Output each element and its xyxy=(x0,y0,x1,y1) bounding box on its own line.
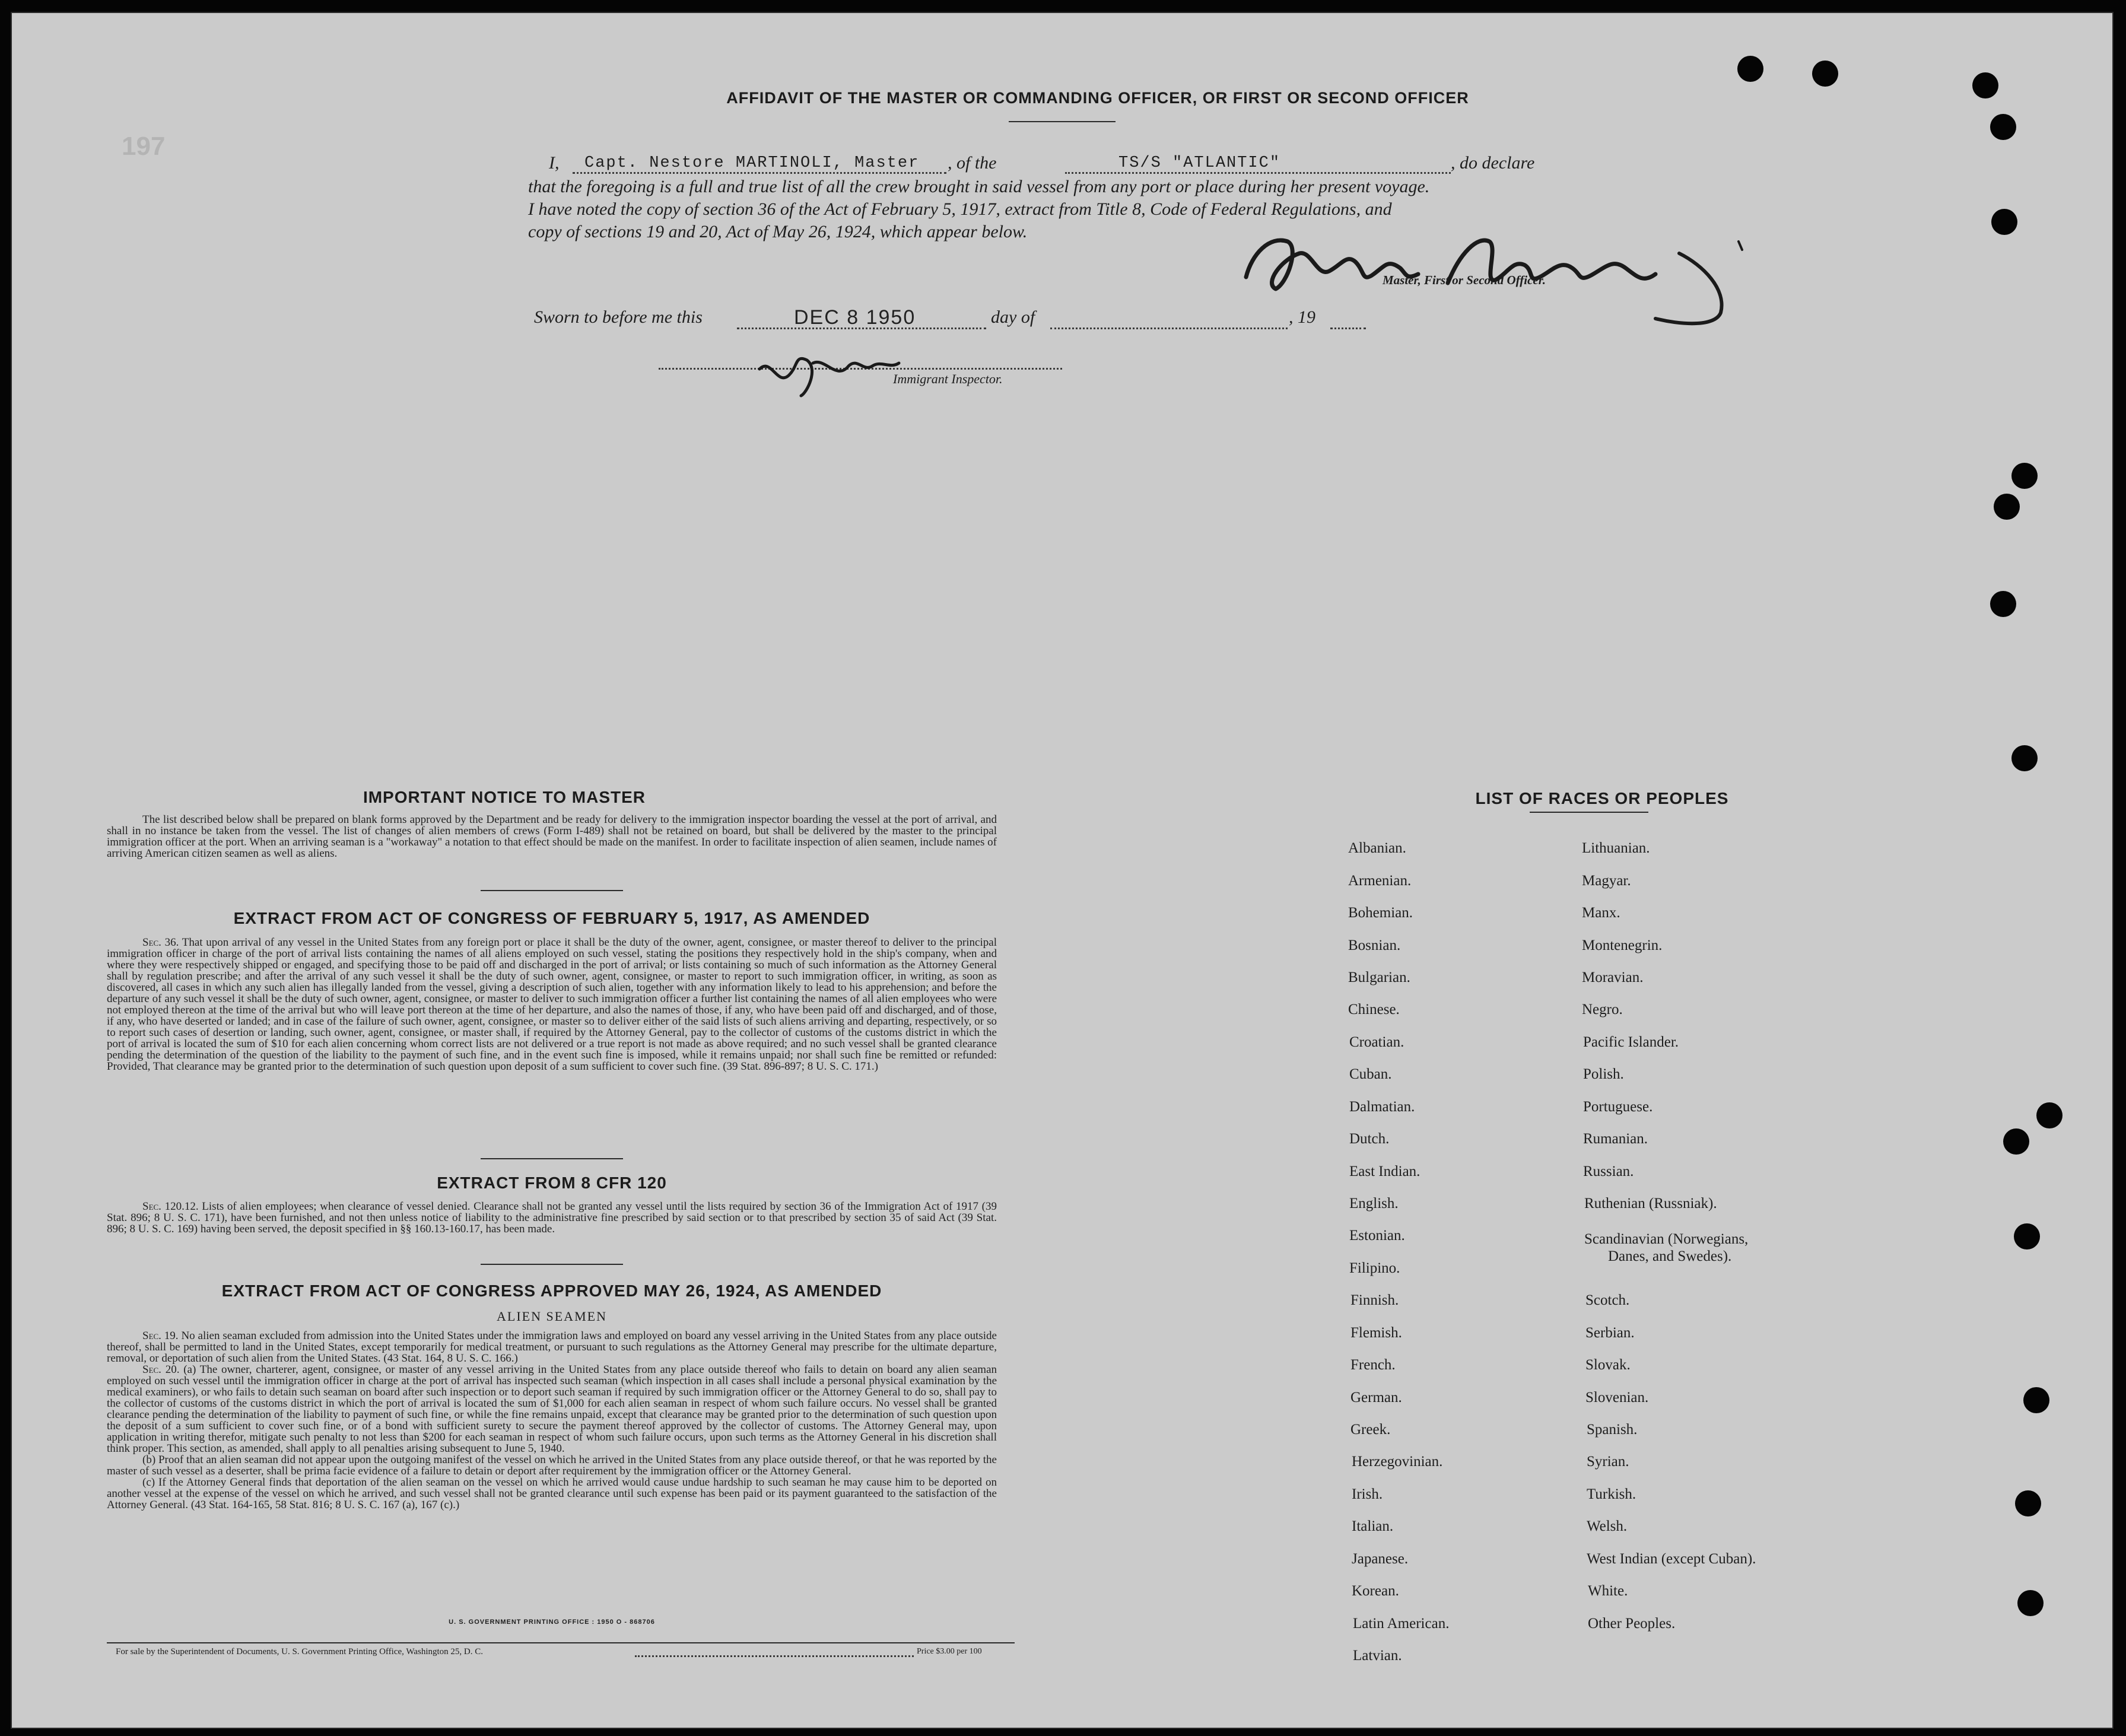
affidavit-line2: that the foregoing is a full and true list of all the crew brought in said vessel from any port or place during her present voyage. xyxy=(528,177,1430,196)
alien-seamen-subheading: ALIEN SEAMEN xyxy=(497,1309,607,1324)
punch-hole xyxy=(1972,72,1998,98)
intro-i: I, xyxy=(549,153,560,173)
race-item: Manx. xyxy=(1582,905,1620,921)
cfr-heading: EXTRACT FROM 8 CFR 120 xyxy=(437,1174,667,1192)
race-item: Ruthenian (Russniak). xyxy=(1584,1196,1717,1212)
extract-1917-text xyxy=(107,937,997,1072)
race-item: Welsh. xyxy=(1587,1518,1628,1534)
notice-rule xyxy=(481,890,623,891)
race-item: Slovenian. xyxy=(1585,1390,1649,1406)
race-item: Pacific Islander. xyxy=(1583,1034,1679,1050)
year-fill-line xyxy=(1330,328,1366,329)
sec-19-paragraph xyxy=(107,1330,997,1364)
race-item: Lithuanian. xyxy=(1582,840,1650,856)
sale-dots xyxy=(635,1655,914,1657)
of-the-text: , of the xyxy=(948,153,997,173)
sec-20c-paragraph: (c) If the Attorney General finds that deportation of the alien seaman on the vessel on which he arrived would cause undue hardship to such seaman he may cause him to be deported on another vessel at the expense of the vessel on which he arrived, and such vessel shall not be granted clearance until such expense has been paid or its payment guaranteed to the satisfaction of the Attorney General. (43 Stat. 164-165, 58 Stat. 816; 8 U. S. C. 167 (a), 167 (c).) xyxy=(107,1476,997,1511)
cfr-text xyxy=(107,1201,997,1235)
affidavit-line4: copy of sections 19 and 20, Act of May 26, 1924, which appear below. xyxy=(528,222,1028,241)
extract-1924-text xyxy=(107,1330,997,1511)
extract-1917-rule xyxy=(481,1158,623,1159)
race-item: Chinese. xyxy=(1348,1001,1400,1018)
sale-line: For sale by the Superintendent of Documents, U. S. Government Printing Office, Washington 25, D. C. xyxy=(116,1647,483,1656)
sworn-prefix: Sworn to before me this xyxy=(534,307,703,327)
race-item: Flemish. xyxy=(1350,1325,1402,1341)
race-item: Dalmatian. xyxy=(1349,1099,1415,1115)
signer-caption: Master, First or Second Officer. xyxy=(1383,273,1546,287)
sec-120-12-label: Sec. 120.12. xyxy=(142,1200,199,1213)
affidavit-line3: I have noted the copy of section 36 of the Act of February 5, 1917, extract from Title 8, Code of Federal Regulations, and xyxy=(528,199,1392,219)
master-name: Capt. Nestore MARTINOLI, Master xyxy=(584,154,920,172)
punch-hole xyxy=(1994,494,2020,520)
race-item: West Indian (except Cuban). xyxy=(1587,1551,1756,1567)
race-item: Bulgarian. xyxy=(1348,969,1410,985)
punch-hole xyxy=(2011,745,2038,771)
affidavit-line1 xyxy=(549,153,1629,177)
sec-20-label: Sec. 20. xyxy=(142,1363,180,1376)
sworn-date-stamp: DEC 8 1950 xyxy=(794,306,916,329)
inspector-caption: Immigrant Inspector. xyxy=(893,371,1003,386)
race-item: Scandinavian (Norwegians, xyxy=(1584,1231,1749,1247)
race-item: White. xyxy=(1588,1583,1628,1599)
race-item: Latvian. xyxy=(1353,1648,1402,1664)
race-item: Armenian. xyxy=(1348,873,1412,889)
race-item: Korean. xyxy=(1352,1583,1399,1599)
race-item: Portuguese. xyxy=(1583,1099,1653,1115)
document-page xyxy=(11,12,2114,1729)
sec-19-body: No alien seaman excluded from admission into the United States under the immigration laws and employed on board any vessel arriving in the United States from any place outside thereof, shall be permitted to land in the United States, except temporarily for medical treatment, or pursuant to such regulations as the Attorney General may prescribe for the ultimate departure, removal, or deportation of such alien from the United States. (43 Stat. 164, 8 U. S. C. 166.) xyxy=(107,1330,997,1365)
race-item: Polish. xyxy=(1583,1066,1624,1082)
notice-text xyxy=(107,814,997,859)
race-item: Serbian. xyxy=(1585,1325,1635,1341)
race-item: Filipino. xyxy=(1349,1260,1400,1276)
extract-1917-heading: EXTRACT FROM ACT OF CONGRESS OF FEBRUARY 5, 1917, AS AMENDED xyxy=(233,909,870,927)
races-heading: LIST OF RACES OR PEOPLES xyxy=(1475,789,1729,807)
year-prefix: , 19 xyxy=(1289,307,1315,327)
punch-hole xyxy=(2011,463,2038,489)
sec-20a-body: (a) The owner, charterer, agent, consignee, or master of any vessel arriving in the United States from any place outside thereof who fails to detain on board any alien seaman employed on such vessel until the immigration officer in charge at the port of arrival has inspected such seaman (which inspection in all cases shall include a personal physical examination by the medical examiners), or who fails to detain such seaman on board after such inspection or to deport such seaman if required by such immigration officer or the Attorney General to do so, shall pay to the collector of customs of the customs district in which the port of arrival is located the sum of $1,000 for each alien seaman in respect of whom such failure occurs. No vessel shall be granted clearance pending the determination of the liability to payment of such fine, or while the fine remains unpaid, except that clearance may be granted prior to the determination of such question upon the deposit of a sum sufficient to cover such fine, or of a bond with sufficient surety to secure the payment thereof approved by the collector of customs. The Attorney General may, upon application in writing therefor, mitigate such penalty to not less than $200 for each seaman in respect of whom such failure occurs, upon such terms as the Attorney General in his discretion shall think proper. This section, as amended, shall apply to all penalties arising subsequent to June 5, 1940. xyxy=(107,1363,997,1455)
do-declare-text: , do declare xyxy=(1451,153,1535,173)
sec-36-body: That upon arrival of any vessel in the United States from any foreign port or place it shall be the duty of the owner, agent, consignee, or master thereof to deliver to the principal immigration officer in charge of the port of arrival lists containing the names of all aliens employed on such vessel, stating the positions they respectively hold in the ship's company, when and where they were respectively shipped or engaged, and specifying those to be paid off and discharged in the port of arrival; or lists containing so much of such information as the Attorney General shall by regulation prescribe; and after the arrival of any such vessel it shall be the duty of such owner, agent, consignee, or master to report to such immigration officer, in writing, as soon as discovered, all cases in which any such alien has illegally landed from the vessel, giving a description of such alien, together with any information likely to lead to his apprehension; and before the departure of any such vessel it shall be the duty of such owner, agent, consignee, or master to deliver to such immigration officer a further list containing the names of all alien employees who were not employed thereon at the time of the arrival but who will leave port thereon at the time of her departure, and also the names of those, if any, who have been paid off and discharged, and of those, if any, who have deserted or landed; and in case of the failure of such owner, agent, consignee, or master so to deliver either of the said lists of such aliens arriving and departing, respectively, or so to report such cases of desertion or landing, such owner, agent, consignee, or master shall, if required by the Attorney General, pay to the collector of customs of the customs district in which the port of arrival is located the sum of $10 for each alien concerning whom correct lists are not delivered or a true report is not made as above required; and no such vessel shall be granted clearance pending the determination of the question of the liability to the payment of such fine, and in the event such fine is imposed, while it remains unpaid; nor shall such fine be remitted or refunded: Provided, That clearance may be granted prior to the determination of such question upon deposit of a sum sufficient to cover such fine. (39 Stat. 896-897; 8 U. S. C. 171.) xyxy=(107,936,997,1073)
punch-hole xyxy=(1991,209,2017,235)
race-item: French. xyxy=(1350,1357,1396,1373)
vessel-fill-line xyxy=(1065,172,1451,174)
punch-hole xyxy=(2023,1387,2049,1413)
vessel-name: TS/S "ATLANTIC" xyxy=(1118,154,1281,172)
race-item: Moravian. xyxy=(1582,969,1644,985)
race-item: Syrian. xyxy=(1587,1454,1629,1470)
race-item: Russian. xyxy=(1583,1163,1634,1179)
race-item: Japanese. xyxy=(1352,1551,1409,1567)
race-item: Magyar. xyxy=(1582,873,1631,889)
race-item: Other Peoples. xyxy=(1588,1616,1676,1632)
page-number: 197 xyxy=(122,132,166,161)
punch-hole xyxy=(1737,56,1763,82)
price-text: Price $3.00 per 100 xyxy=(917,1647,982,1656)
race-item: Danes, and Swedes). xyxy=(1608,1248,1732,1264)
punch-hole xyxy=(1990,114,2016,140)
race-item: Bohemian. xyxy=(1348,905,1413,921)
sec-19-label: Sec. 19. xyxy=(142,1330,179,1342)
race-item: Latin American. xyxy=(1353,1616,1450,1632)
notice-heading: IMPORTANT NOTICE TO MASTER xyxy=(363,788,646,806)
punch-hole xyxy=(1812,61,1838,87)
punch-hole xyxy=(1990,591,2016,617)
race-item: Montenegrin. xyxy=(1582,937,1663,953)
affidavit-heading: AFFIDAVIT OF THE MASTER OR COMMANDING OFFICER, OR FIRST OR SECOND OFFICER xyxy=(726,89,1469,107)
cfr-rule xyxy=(481,1264,623,1265)
inspector-signature xyxy=(754,345,908,399)
name-fill-line xyxy=(573,172,946,174)
race-item: East Indian. xyxy=(1349,1163,1420,1179)
race-item: English. xyxy=(1349,1196,1399,1212)
extract-1924-heading: EXTRACT FROM ACT OF CONGRESS APPROVED MAY 26, 1924, AS AMENDED xyxy=(221,1282,882,1300)
punch-hole xyxy=(2036,1102,2063,1128)
race-item: Italian. xyxy=(1352,1518,1394,1534)
gpo-line: U. S. GOVERNMENT PRINTING OFFICE : 1950 O - 868706 xyxy=(449,1619,655,1626)
sec-20b-paragraph: (b) Proof that an alien seaman did not appear upon the outgoing manifest of the vessel on which he arrived in the United States from any place outside thereof, or that he was reported by the master of such vessel as a deserter, shall be prima facie evidence of a failure to detain or deport after requirement by the immigration officer or the Attorney General. xyxy=(107,1454,997,1477)
day-of-text: day of xyxy=(991,307,1035,327)
race-item: Greek. xyxy=(1350,1422,1391,1438)
punch-hole xyxy=(2015,1490,2041,1516)
race-item: Slovak. xyxy=(1585,1357,1631,1373)
race-item: Scotch. xyxy=(1585,1292,1630,1308)
race-item: Spanish. xyxy=(1587,1422,1638,1438)
punch-hole xyxy=(2017,1590,2044,1616)
race-item: Bosnian. xyxy=(1348,937,1401,953)
notice-body: The list described below shall be prepared on blank forms approved by the Department and be ready for delivery to the immigration inspector boarding the vessel at the port of arrival, and shall in no instance be taken from the vessel. The list of changes of alien members of crews (Form I-489) shall not be retained on board, but shall be delivered by the master to the principal immigration officer at the port. When an arriving seaman is a "workaway" a notation to that effect should be made on the manifest. In order to facilitate inspection of alien seamen, include names of arriving American citizen seamen as well as aliens. xyxy=(107,813,997,860)
races-rule xyxy=(1530,812,1648,813)
heading-rule xyxy=(1009,121,1116,122)
race-item: Dutch. xyxy=(1349,1131,1390,1147)
sec-36-label: Sec. 36. xyxy=(142,936,179,949)
punch-hole xyxy=(2014,1223,2040,1249)
sec-120-12-body: Lists of alien employees; when clearance of vessel denied. Clearance shall not be granted any vessel until the lists required by section 36 of the Immigration Act of 1917 (39 Stat. 896; 8 U. S. C. 171), have been furnished, and not then unless notice of liability to the administrative fine prescribed by said section or to that prescribed by section 35 of said Act (39 Stat. 896; 8 U. S. C. 169) having been served, the deposit specified in §§ 160.13-160.17, has been made. xyxy=(107,1200,997,1235)
race-item: Cuban. xyxy=(1349,1066,1392,1082)
footer-rule xyxy=(107,1642,1015,1643)
race-item: Finnish. xyxy=(1350,1292,1399,1308)
sec-20a-paragraph xyxy=(107,1364,997,1454)
race-item: Albanian. xyxy=(1348,840,1406,856)
race-item: Turkish. xyxy=(1587,1486,1636,1502)
race-item: Rumanian. xyxy=(1583,1131,1648,1147)
race-item: Croatian. xyxy=(1349,1034,1404,1050)
race-item: Negro. xyxy=(1582,1001,1623,1018)
race-item: Irish. xyxy=(1352,1486,1383,1502)
race-item: Herzegovinian. xyxy=(1352,1454,1443,1470)
race-item: German. xyxy=(1350,1390,1402,1406)
race-item: Estonian. xyxy=(1349,1228,1405,1244)
month-fill-line xyxy=(1050,328,1288,329)
punch-hole xyxy=(2003,1128,2029,1155)
